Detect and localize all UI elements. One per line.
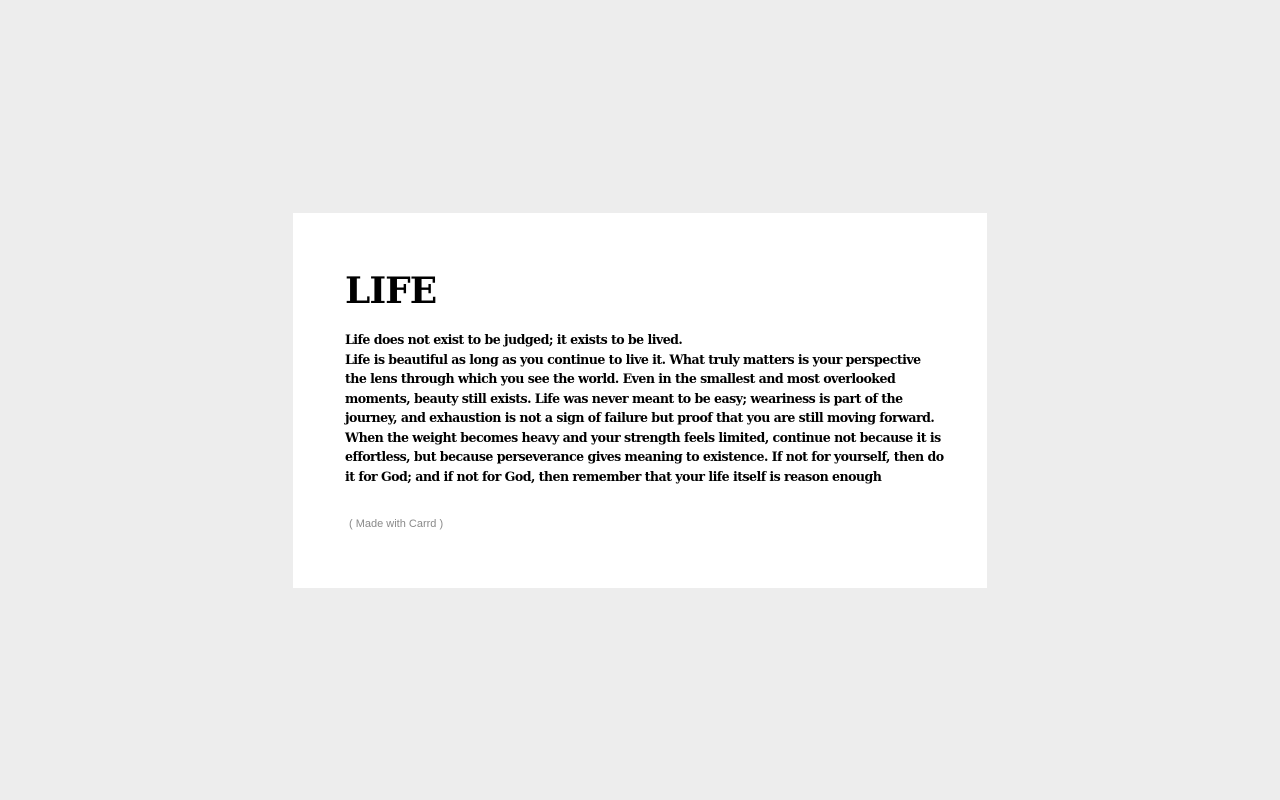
body-paragraph: Life is beautiful as long as you continue to live it. What truly matters is your perspective the lens through which you see the world. Even in the smallest and most overlooked moments, beauty still exists. Life was never meant to be easy; weariness is part of the journey, and exhaustion is not a sign of failure but proof that you are still moving forward. When the weight becomes heavy and your strength feels limited, continue not because it is effortless, but because perseverance gives meaning to existence. If not for yourself, then do it for God; and if not for God, then remember that your life itself is reason enough <box>345 351 944 484</box>
content-card <box>293 213 987 588</box>
made-with-carrd-link[interactable]: ( Made with Carrd ) <box>349 518 444 530</box>
body-text <box>345 330 945 486</box>
page-title: LIFE <box>345 270 437 312</box>
lead-sentence: Life does not exist to be judged; it exists to be lived. <box>345 332 683 347</box>
